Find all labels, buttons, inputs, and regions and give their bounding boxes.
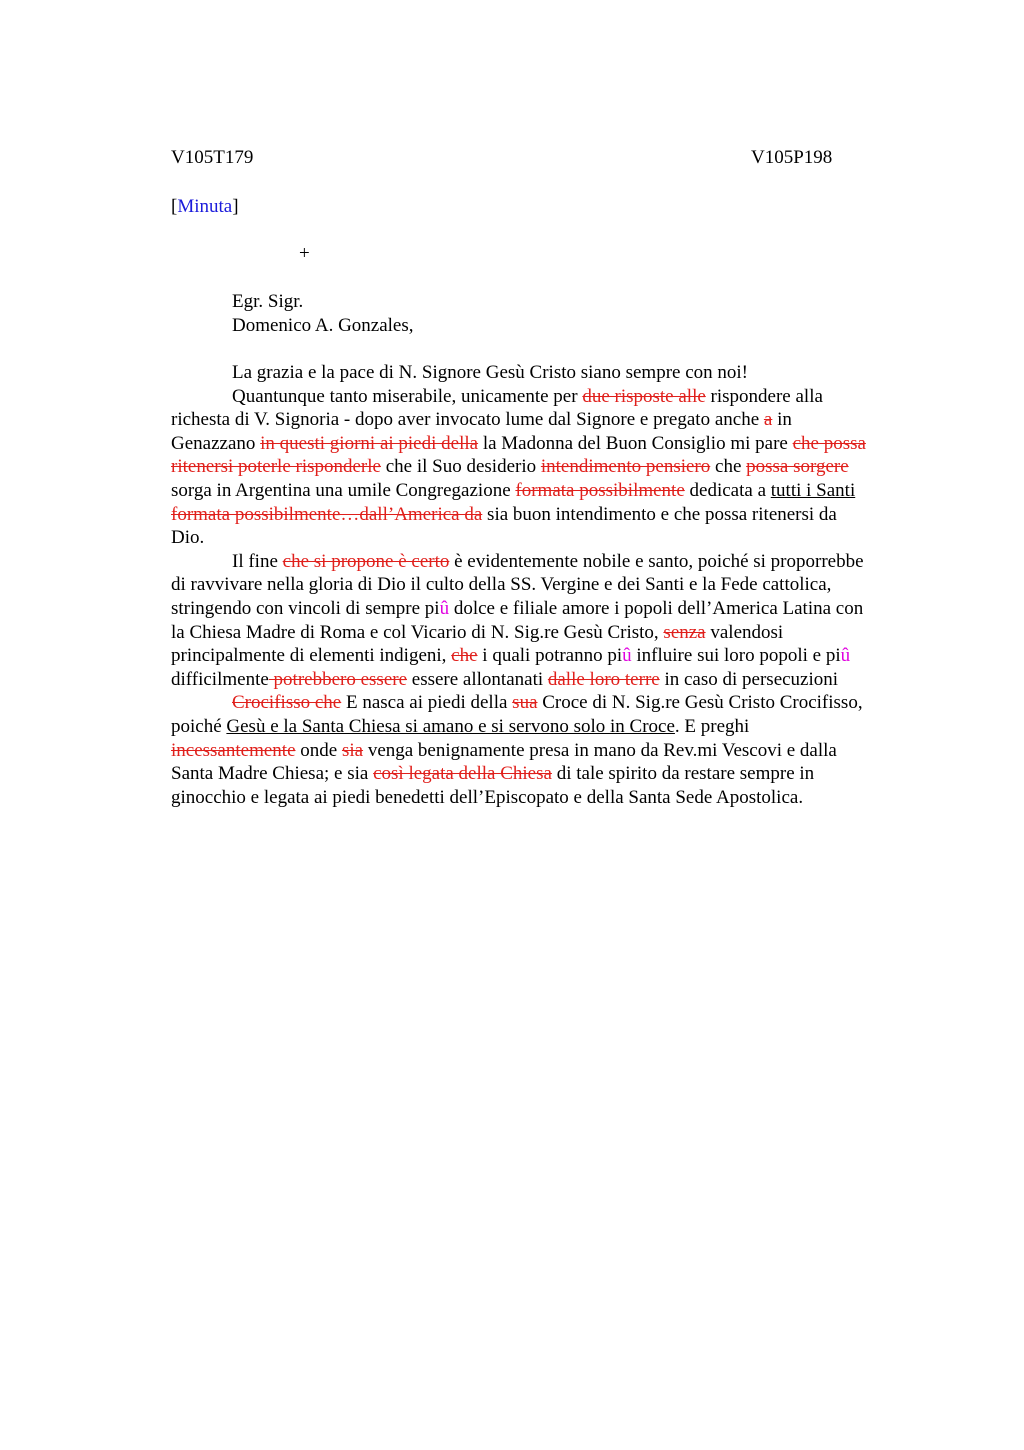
text-line: [171, 739, 931, 763]
text-line: [171, 479, 931, 503]
text-run: Croce di N. Sig.re Gesù Cristo Crocifisso,: [537, 692, 863, 714]
minuta-label: [171, 196, 239, 218]
text-run: richesta di V. Signoria - dopo aver invocato lume dal Signore e pregato anche: [171, 409, 764, 431]
minuta-text: Minuta: [177, 196, 233, 217]
text-line: [171, 385, 931, 409]
text-run: onde: [295, 739, 342, 761]
text-run: che: [710, 456, 747, 478]
document-code-left: V105T179: [171, 147, 254, 168]
deleted-text: a: [763, 409, 773, 431]
address-line-salutation: Egr. Sigr.: [232, 291, 304, 312]
text-line: [171, 715, 931, 739]
text-run: Santa Madre Chiesa; e sia: [171, 763, 374, 785]
text-line: [171, 668, 931, 692]
deleted-text: così legata della Chiesa: [373, 763, 552, 785]
text-run: poiché: [171, 715, 227, 737]
text-line: [171, 691, 931, 715]
text-run: i quali potranno pi: [477, 645, 623, 667]
text-run: venga benignamente presa in mano da Rev.mi Vescovi e dalla: [363, 739, 837, 761]
text-line: [171, 550, 931, 574]
deleted-text: sia: [341, 739, 364, 761]
cross-symbol: +: [299, 243, 310, 264]
deleted-text: sua: [512, 692, 538, 714]
deleted-text: che possa: [792, 432, 866, 454]
deleted-text: in questi giorni ai piedi della: [260, 432, 479, 454]
text-run: valendosi: [705, 621, 784, 643]
recipient-address: [232, 290, 414, 337]
deleted-text: senza: [663, 621, 706, 643]
text-run: di tale spirito da restare sempre in: [551, 763, 815, 785]
text-line: [171, 786, 931, 810]
text-run: la Madonna del Buon Consiglio mi pare: [478, 432, 793, 454]
text-line: [171, 621, 931, 645]
text-run: rispondere alla: [705, 385, 823, 407]
text-run: dedicata a: [684, 479, 771, 501]
text-run: Il fine: [232, 550, 283, 572]
text-run: Dio.: [171, 527, 205, 549]
document-code-right: V105P198: [751, 147, 833, 168]
text-run: che il Suo desiderio: [380, 456, 541, 478]
text-line: [171, 432, 931, 456]
deleted-text: dalle loro terre: [547, 668, 660, 690]
text-line: [171, 526, 931, 550]
letter-body: [171, 361, 931, 809]
deleted-text: incessantemente: [171, 739, 296, 761]
minuta-open-bracket: [: [171, 196, 178, 217]
minuta-close-bracket: ]: [232, 196, 239, 217]
text-run: stringendo con vincoli di sempre pi: [171, 597, 440, 619]
text-run: principalmente di elementi indigeni,: [171, 645, 452, 667]
underlined-text: tutti i Santi: [770, 479, 856, 501]
text-run: è evidentemente nobile e santo, poiché si proporrebbe: [449, 550, 864, 572]
text-run: influire sui loro popoli e pi: [631, 645, 841, 667]
text-run: essere allontanati: [407, 668, 548, 690]
text-run: dolce e filiale amore i popoli dell’America Latina con: [449, 597, 864, 619]
text-run: di ravvivare nella gloria di Dio il culto della SS. Vergine e dei Santi e la Fede cattolica,: [171, 574, 832, 596]
text-run: . E preghi: [674, 715, 750, 737]
text-line: [171, 597, 931, 621]
deleted-text: intendimento pensiero: [540, 456, 711, 478]
deleted-text: formata possibilmente: [515, 479, 685, 501]
deleted-text: che si propone è certo: [282, 550, 450, 572]
deleted-text: possa sorgere: [746, 456, 849, 478]
text-run: sia buon intendimento e che possa ritenersi da: [482, 503, 837, 525]
text-run: Genazzano: [171, 432, 261, 454]
text-run: E nasca ai piedi della: [341, 692, 513, 714]
deleted-text: ritenersi poterle risponderle: [171, 456, 381, 478]
text-run: in caso di persecuzioni: [659, 668, 839, 690]
highlighted-char: û: [840, 645, 851, 667]
highlighted-char: û: [439, 597, 450, 619]
text-line: [171, 408, 931, 432]
deleted-text: potrebbero essere: [268, 668, 408, 690]
text-line: [171, 762, 931, 786]
deleted-text: formata possibilmente…dall’America da: [171, 503, 483, 525]
highlighted-char: û: [622, 645, 632, 667]
text-run: difficilmente: [171, 668, 269, 690]
deleted-text: Crocifisso che: [232, 692, 342, 714]
deleted-text: che: [451, 645, 478, 667]
text-line: [171, 503, 931, 527]
text-line: [171, 573, 931, 597]
text-run: Quantunque tanto miserabile, unicamente per: [232, 385, 583, 407]
text-run: in: [772, 409, 792, 431]
text-line: [171, 361, 931, 385]
text-run: sorga in Argentina una umile Congregazione: [171, 479, 516, 501]
text-run: ginocchio e legata ai piedi benedetti dell’Episcopato e della Santa Sede Apostolica.: [171, 786, 804, 808]
deleted-text: due risposte alle: [582, 385, 706, 407]
text-run: La grazia e la pace di N. Signore Gesù Cristo siano sempre con noi!: [232, 362, 749, 383]
text-run: la Chiesa Madre di Roma e col Vicario di N. Sig.re Gesù Cristo,: [171, 621, 664, 643]
underlined-text: Gesù e la Santa Chiesa si amano e si servono solo in Croce: [226, 715, 675, 737]
text-line: [171, 644, 931, 668]
text-line: [171, 455, 931, 479]
address-line-name: Domenico A. Gonzales,: [232, 314, 414, 336]
